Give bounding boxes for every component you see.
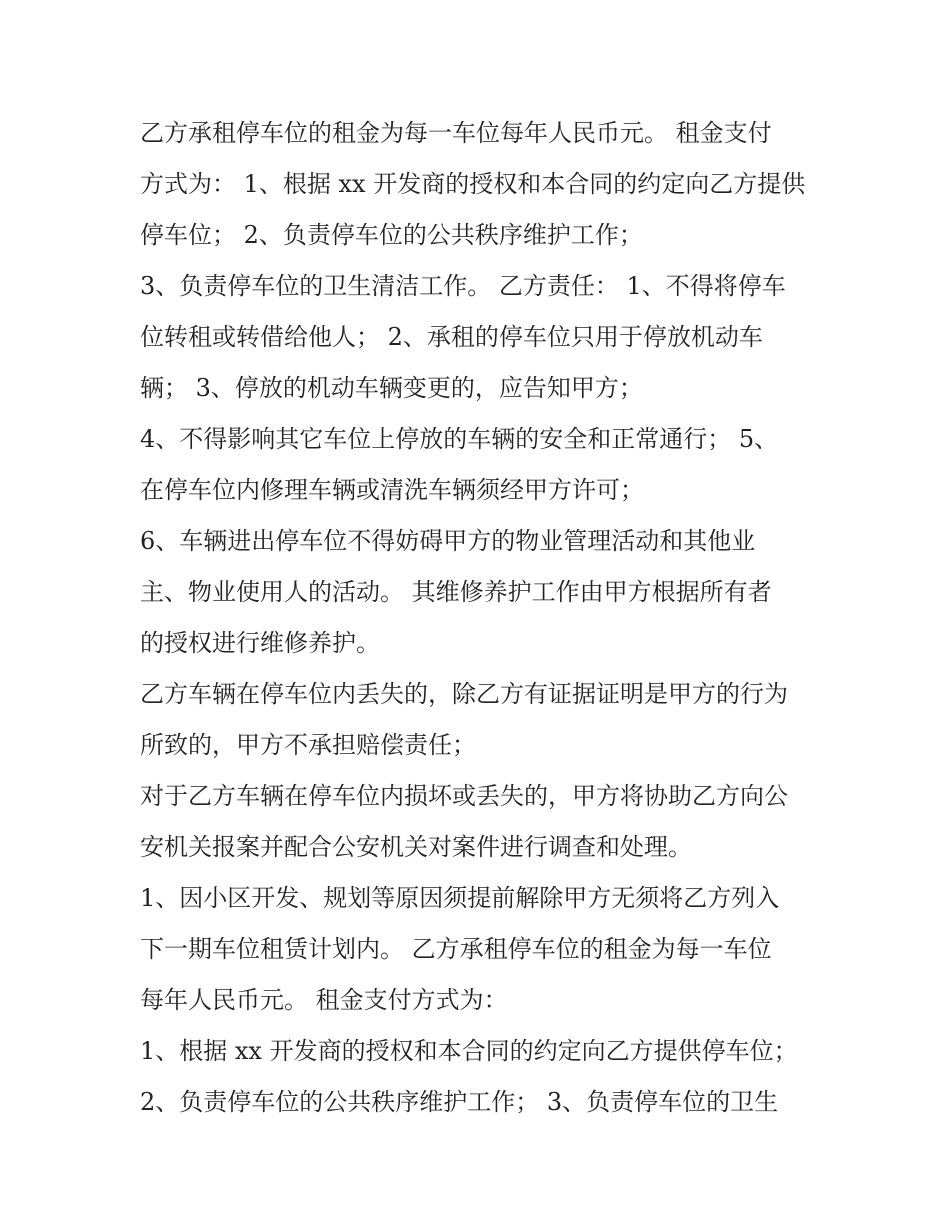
text-line: 3、负责停车位的卫生清洁工作。 乙方责任： 1、不得将停车	[140, 272, 786, 300]
text-line: 4、不得影响其它车位上停放的车辆的安全和正常通行； 5、	[140, 425, 779, 453]
text-line: 位转租或转借给他人； 2、承租的停车位只用于停放机动车	[140, 323, 763, 351]
text-line: 安机关报案并配合公安机关对案件进行调查和处理。	[140, 833, 692, 861]
text-line: 辆； 3、停放的机动车辆变更的，应告知甲方；	[140, 374, 643, 402]
text-line: 停车位； 2、负责停车位的公共秩序维护工作；	[140, 221, 643, 249]
document-body	[140, 108, 830, 1128]
text-line: 主、物业使用人的活动。 其维修养护工作由甲方根据所有者	[140, 578, 772, 606]
text-line: 每年人民币元。 租金支付方式为：	[140, 986, 508, 1014]
text-line: 的授权进行维修养护。	[140, 629, 380, 657]
text-line: 在停车位内修理车辆或清洗车辆须经甲方许可；	[140, 476, 644, 504]
text-line: 6、车辆进出停车位不得妨碍甲方的物业管理活动和其他业	[140, 527, 756, 555]
text-line: 1、因小区开发、规划等原因须提前解除甲方无须将乙方列入	[140, 884, 780, 912]
text-line: 所致的，甲方不承担赔偿责任；	[140, 731, 476, 759]
text-line: 对于乙方车辆在停车位内损坏或丢失的，甲方将协助乙方向公	[140, 782, 788, 810]
text-line: 1、根据 xx 开发商的授权和本合同的约定向乙方提供停车位；	[140, 1037, 798, 1065]
text-line: 方式为： 1、根据 xx 开发商的授权和本合同的约定向乙方提供	[140, 170, 806, 198]
text-line: 乙方车辆在停车位内丢失的，除乙方有证据证明是甲方的行为	[140, 680, 788, 708]
text-line: 2、负责停车位的公共秩序维护工作； 3、负责停车位的卫生	[140, 1088, 779, 1116]
text-line: 乙方承租停车位的租金为每一车位每年人民币元。 租金支付	[140, 119, 772, 147]
text-line: 下一期车位租赁计划内。 乙方承租停车位的租金为每一车位	[140, 935, 772, 963]
